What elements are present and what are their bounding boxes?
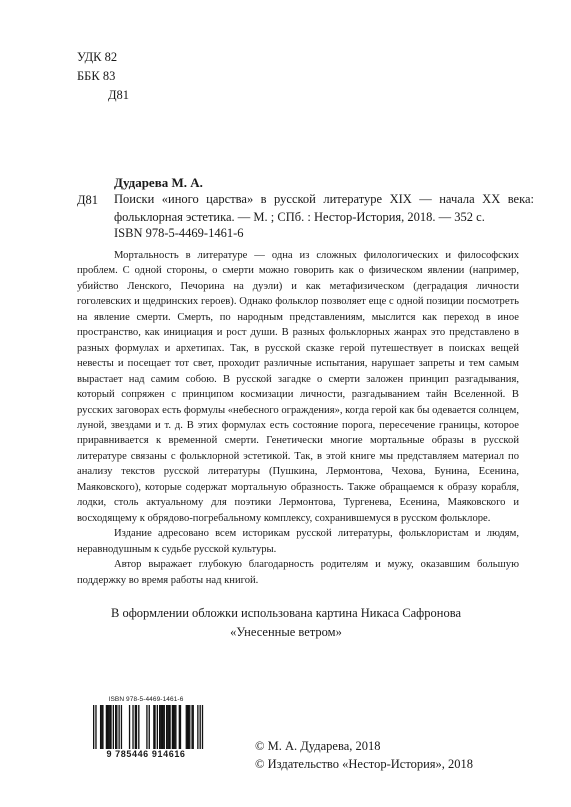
barcode-bar xyxy=(132,705,133,749)
barcode-bar xyxy=(167,705,168,749)
isbn-line: ISBN 978-5-4469-1461-6 xyxy=(114,226,244,240)
author-mark: Д81 xyxy=(108,88,130,102)
barcode-bar xyxy=(188,705,189,749)
barcode-bar xyxy=(175,705,176,749)
barcode-bar xyxy=(162,705,163,749)
barcode-digits: 9 785446 914616 xyxy=(106,749,186,759)
bibliographic-description: Поиски «иного царства» в русской литературе XIX — начала XX века: фольклорная эстетика. — М. ; СПб. : Нестор-История, 2018. — 352 с. xyxy=(114,192,534,224)
barcode-bar xyxy=(107,705,108,749)
barcode-bar xyxy=(159,705,160,749)
udk-code: УДК 82 xyxy=(77,50,118,64)
barcode-bar xyxy=(95,705,96,749)
barcode-bar xyxy=(197,705,198,749)
abstract-paragraph: Автор выражает глубокую благодарность родителям и мужу, оказавшим большую поддержку во время работы над книгой. xyxy=(77,559,519,586)
abstract xyxy=(77,248,519,588)
barcode-isbn-label: ISBN 978-5-4469-1461-6 xyxy=(108,696,184,703)
barcode-bar xyxy=(138,705,139,749)
author-name: Дударева М. А. xyxy=(114,175,203,190)
isbn-barcode xyxy=(87,696,205,766)
barcode-bar xyxy=(118,705,119,749)
copyright-publisher: © Издательство «Нестор-История», 2018 xyxy=(255,757,474,771)
barcode-bar xyxy=(102,705,103,749)
barcode-bar xyxy=(179,705,180,749)
barcode-bar xyxy=(186,705,187,749)
barcode-bar xyxy=(121,705,122,749)
barcode-bar xyxy=(149,705,150,749)
barcode-bar xyxy=(109,705,110,749)
barcode-bar xyxy=(172,705,173,749)
barcode-bar xyxy=(169,705,170,749)
barcode-bar xyxy=(202,705,203,749)
barcode-bar xyxy=(101,705,102,749)
cover-credit xyxy=(60,604,512,642)
barcode-bar xyxy=(136,705,137,749)
barcode-bar xyxy=(161,705,162,749)
barcode-bar xyxy=(154,705,155,749)
abstract-paragraph: Издание адресовано всем историкам русской литературы, фольклористам и людям, неравнодушным к судьбе русской культуры. xyxy=(77,528,519,555)
barcode-bar xyxy=(168,705,169,749)
barcode-bar xyxy=(135,705,136,749)
barcode-bar xyxy=(189,705,190,749)
barcode-bar xyxy=(187,705,188,749)
copyright-block xyxy=(255,737,473,773)
barcode-bar xyxy=(100,705,101,749)
author-mark-entry: Д81 xyxy=(77,193,99,207)
barcode-bar xyxy=(113,705,114,749)
abstract-paragraph: Мортальность в литературе — одна из сложных филологических и философских проблем. С одной стороны, о смерти можно говорить как о физическом явлении (например, убийство Ленского, Печорина на дуэли) и как метафизическом (деградация личности гоголевских и щедринских героев). Однако фольклор позволяет еще с одной позиции посмотреть на явление смерти. Смерть, по народным представлениям, мыслится как переход в иное пространство, как инициация и рост души. В разных фольклорных жанрах это представлено в разных формулах и архетипах. Так, в русской сказке герой путешествует в поисках вещей невесты и посещает тот свет, проходит различные испытания, нарушает запреты и тем самым вырастает над самим собою. В русской загадке о смерти заложен принцип разгадывания, который сопряжен с принципом космизации личности, разгадыванием тайн Вселенной. В русских заговорах есть формулы «небесного ограждения», когда герой как бы одевается солнцем, луной, звездами и т. д. В этих формулах есть состояние порога, пересечение границы, которое приравнивается к временной смерти. Генетически многие мортальные образы в русской литературе связаны с фольклорной эстетикой. Так, в этой книге мы представляем материал по анализу текстов русской литературы (Пушкина, Лермонтова, Чехова, Бунина, Есенина, Маяковского), которые содержат мортальную образность. Также обращаемся к образу корабля, лодки, столь актуальному для поэтики Лермонтова, Тургенева, Есенина, Маяковского и восходящему к обрядово-погребальному комплексу, сохранившемуся в русском фольклоре. xyxy=(77,250,519,524)
barcode-bars xyxy=(87,705,205,751)
barcode-bar xyxy=(180,705,181,749)
barcode-bar xyxy=(110,705,111,749)
barcode-bar xyxy=(153,705,154,749)
barcode-bar xyxy=(106,705,107,749)
barcode-bar xyxy=(164,705,165,749)
barcode-bar xyxy=(116,705,117,749)
barcode-bar xyxy=(157,705,158,749)
barcode-bar xyxy=(146,705,147,749)
cover-credit-line: В оформлении обложки использована картина Никаса Сафронова xyxy=(111,606,461,620)
barcode-bar xyxy=(191,705,192,749)
barcode-bar xyxy=(193,705,194,749)
barcode-bar xyxy=(115,705,116,749)
barcode-bar xyxy=(129,705,130,749)
barcode-bar xyxy=(173,705,174,749)
barcode-bar xyxy=(166,705,167,749)
copyright-author: © М. А. Дударева, 2018 xyxy=(255,739,381,753)
bbk-code: ББК 83 xyxy=(77,69,116,83)
barcode-bar xyxy=(160,705,161,749)
barcode-bar xyxy=(108,705,109,749)
barcode-bar xyxy=(93,705,94,749)
barcode-bar xyxy=(200,705,201,749)
barcode-bar xyxy=(174,705,175,749)
cover-credit-title: «Унесенные ветром» xyxy=(230,625,342,639)
